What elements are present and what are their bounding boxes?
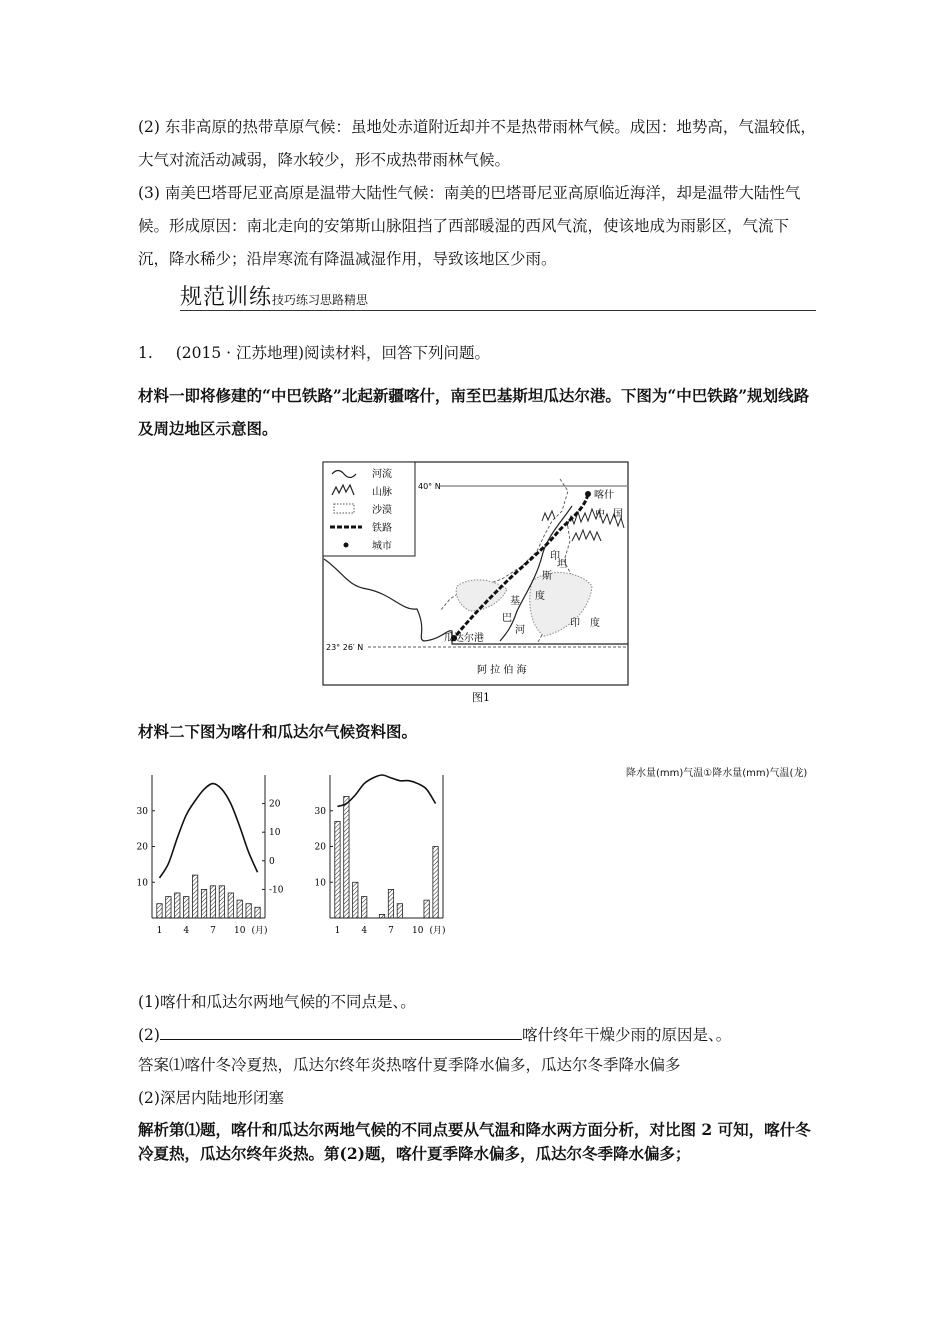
temp-tick-label: 20: [269, 799, 281, 810]
precip-tick-label: 20: [314, 842, 326, 853]
precip-bar-month-2: [344, 796, 349, 918]
material-1: 材料一即将修建的“中巴铁路”北起新疆喀什，南至巴基斯坦瓜达尔港。下图为“中巴铁路”规划线路及周边地区示意图。: [138, 386, 810, 438]
label-pakistan-3: 斯: [542, 571, 552, 582]
climate-header: 降水量(mm)气温①降水量(mm)气温(龙): [626, 768, 808, 779]
precip-bar-month-6: [379, 914, 384, 918]
latitude-tropic: 23° 26′ N: [326, 643, 364, 652]
precip-bar-month-12: [255, 907, 260, 918]
x-tick-label: 10: [411, 926, 424, 936]
precip-tick-label: 20: [136, 842, 148, 853]
label-pakistan-2: 基: [510, 596, 520, 607]
city-gwadar: 瓜达尔港: [444, 633, 484, 644]
label-india: 印 度: [570, 618, 600, 629]
section-heading: [180, 280, 816, 311]
label-india-river-2: 度: [535, 591, 545, 602]
question-source: (2015 · 江苏地理)阅读材料，回答下列问题。: [175, 344, 491, 362]
answer-1: 答案⑴喀什冬冷夏热，瓜达尔终年炎热喀什夏季降水偏多，瓜达尔冬季降水偏多: [138, 1056, 681, 1074]
legend-city: 城市: [372, 541, 392, 552]
precip-tick-label: 10: [314, 878, 326, 889]
precip-bar-month-4: [184, 897, 189, 918]
precip-bar-month-6: [201, 889, 206, 918]
railway-map: [322, 461, 630, 706]
kashgar-dot: [585, 491, 591, 497]
temp-tick-label: 10: [269, 828, 281, 839]
question-2-suffix: 喀什终年干燥少雨的原因是、。: [521, 1026, 732, 1044]
city-legend-icon: [344, 543, 349, 548]
analysis: 解析第⑴题，喀什和瓜达尔两地气候的不同点要从气温和降水两方面分析，对比图 2 可知，喀什冬冷夏热，瓜达尔终年炎热。第(2)题，喀什夏季降水偏多，瓜达尔冬季降水偏多；: [138, 1120, 811, 1163]
label-pakistan-4: 坦: [557, 559, 567, 570]
temp-tick-label: -10: [269, 885, 284, 896]
question-line: [138, 341, 490, 363]
precip-bar-month-2: [166, 897, 171, 918]
precip-bar-month-5: [192, 875, 197, 918]
precip-bar-month-10: [237, 900, 242, 918]
x-tick-label: 7: [388, 926, 394, 936]
question-2: [138, 1023, 731, 1045]
label-china-2: 国: [613, 509, 623, 520]
precip-bar-month-7: [210, 886, 215, 918]
question-number: 1.: [138, 344, 153, 362]
question-2-prefix: (2): [138, 1026, 160, 1044]
x-tick-label: 7: [210, 926, 216, 936]
section-title: 规范训练: [180, 285, 273, 310]
material-2: 材料二下图为喀什和瓜达尔气候资料图。: [138, 722, 418, 741]
label-arabian-sea: 阿 拉 伯 海: [477, 665, 527, 676]
x-tick-label: 1: [156, 926, 163, 936]
legend-railway: 铁路: [372, 523, 392, 534]
precip-tick-label: 30: [314, 806, 326, 817]
x-tick-label: (月): [429, 926, 446, 936]
precip-bar-month-1: [157, 904, 162, 918]
precip-tick-label: 30: [136, 806, 148, 817]
x-tick-label: 10: [233, 926, 246, 936]
precip-bar-month-9: [228, 893, 233, 918]
label-india-river-1: 印: [550, 551, 560, 562]
x-tick-label: 1: [334, 926, 341, 936]
precip-bar-month-11: [424, 900, 429, 918]
latitude-40n: 40° N: [418, 482, 441, 491]
precip-bar-month-3: [353, 882, 358, 918]
label-india-river-3: 河: [515, 625, 525, 636]
section-subtitle: 技巧练习思路精思: [272, 293, 369, 307]
legend-mountain: 山脉: [372, 487, 392, 498]
precip-bar-month-8: [219, 886, 224, 918]
answer-2: (2)深居内陆地形闭塞: [138, 1089, 284, 1107]
city-kashgar: 喀什: [594, 490, 614, 501]
precip-tick-label: 10: [136, 878, 148, 889]
temperature-curve: [159, 784, 257, 878]
precip-bar-month-1: [335, 821, 340, 918]
desert-legend-icon: [334, 504, 354, 513]
paragraph-2: (2) 东非高原的热带草原气候：虽地处赤道附近却并不是热带雨林气候。成因：地势高，气温较低，大气对流活动减弱，降水较少，形不成热带雨林气候。: [138, 118, 816, 169]
precip-bar-month-12: [433, 847, 438, 919]
precip-bar-month-3: [175, 893, 180, 918]
x-tick-label: (月): [251, 926, 268, 936]
precip-bar-month-4: [362, 897, 367, 918]
legend-desert: 沙漠: [372, 505, 392, 516]
x-tick-label: 4: [361, 926, 368, 936]
chart-kashgar: [130, 770, 302, 940]
precip-bar-month-8: [397, 904, 402, 918]
legend-river: 河流: [372, 469, 392, 480]
temp-tick-label: 0: [269, 856, 275, 867]
temperature-curve: [337, 775, 435, 806]
chart-gwadar: [308, 770, 473, 940]
precip-bar-month-11: [246, 904, 251, 918]
label-pakistan-1: 巴: [502, 613, 512, 624]
question-1: (1)喀什和瓜达尔两地气候的不同点是、。: [138, 993, 416, 1011]
precip-bar-month-7: [388, 889, 393, 918]
map-caption: 图1: [472, 691, 490, 704]
paragraph-3: (3) 南美巴塔哥尼亚高原是温带大陆性气候：南美的巴塔哥尼亚高原临近海洋，却是温带大陆性气候。形成原因：南北走向的安第斯山脉阻挡了西部暖湿的西风气流，使该地成为雨影区，气流下沉，降水稀少；沿岸寒流有降温减湿作用，导致该地区少雨。: [138, 184, 801, 268]
x-tick-label: 4: [183, 926, 190, 936]
answer-blank[interactable]: [160, 1025, 522, 1040]
label-china-1: 中: [595, 509, 605, 520]
